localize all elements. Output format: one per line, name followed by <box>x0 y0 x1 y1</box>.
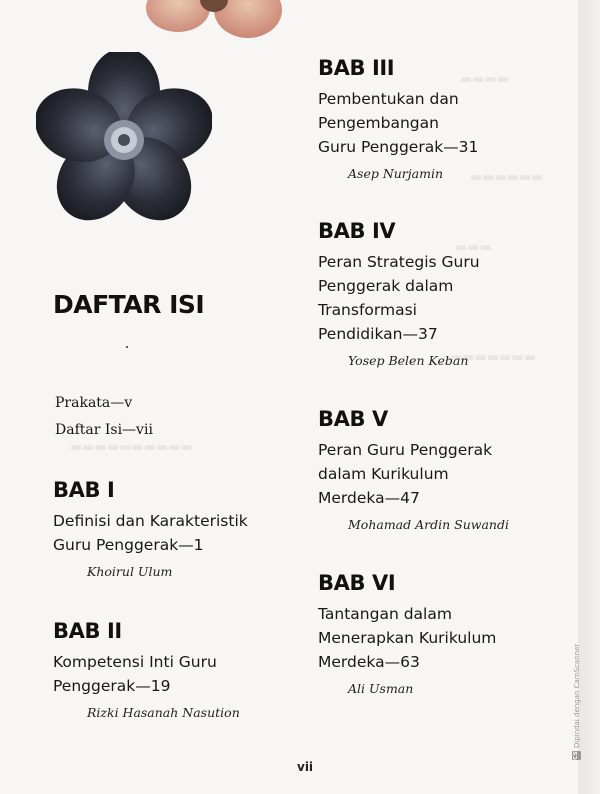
page-edge <box>578 0 600 794</box>
bleed-through: ▬▬▬ <box>455 240 492 255</box>
chapter-title-line: Merdeka—47 <box>318 489 420 507</box>
chapter-title-line: Pendidikan—37 <box>318 325 438 343</box>
dark-flower-icon <box>36 52 212 230</box>
toc-title: DAFTAR ISI <box>53 290 205 319</box>
chapter-heading: BAB IV <box>318 219 396 243</box>
chapter-title-line: Peran Strategis Guru <box>318 253 480 271</box>
chapter-title <box>318 438 509 510</box>
camscanner-logo-icon: CS <box>573 751 579 760</box>
chapter-title-line: Definisi dan Karakteristik <box>53 512 248 530</box>
scanner-watermark <box>572 644 581 760</box>
chapter-title-line: dalam Kurikulum <box>318 465 449 483</box>
chapter-heading: BAB II <box>53 619 122 643</box>
chapter-author: Asep Nurjamin <box>348 166 444 181</box>
chapter-heading: BAB III <box>318 56 395 80</box>
toc-entry-daftar-isi: Daftar Isi—vii <box>55 422 153 438</box>
chapter-entry <box>318 218 480 370</box>
chapter-title-line: Merdeka—63 <box>318 653 420 671</box>
chapter-title <box>318 602 496 674</box>
chapter-title <box>53 650 240 698</box>
chapter-title-line: Kompetensi Inti Guru <box>53 653 217 671</box>
chapter-heading: BAB VI <box>318 571 396 595</box>
chapter-title <box>318 250 480 346</box>
chapter-heading: BAB V <box>318 407 388 431</box>
chapter-title-line: Menerapkan Kurikulum <box>318 629 497 647</box>
chapter-title-line: Guru Penggerak—31 <box>318 138 479 156</box>
bleed-through: ▬▬▬▬ <box>460 72 510 87</box>
chapter-author: Ali Usman <box>348 681 414 696</box>
bleed-through: ▬▬▬▬▬▬▬ <box>450 350 536 365</box>
watermark-text: Dipindai dengan CamScanner <box>572 643 581 748</box>
chapter-entry <box>53 477 248 581</box>
chapter-entry <box>318 570 496 698</box>
chapter-title-line: Peran Guru Penggerak <box>318 441 493 459</box>
bleed-through: ▬▬▬▬▬▬ <box>470 170 544 185</box>
bleed-through: ▬▬▬▬▬▬▬▬▬▬ <box>70 440 193 455</box>
chapter-entry <box>318 406 509 534</box>
chapter-author: Yosep Belen Keban <box>348 353 469 368</box>
chapter-title-line: Tantangan dalam <box>318 605 452 623</box>
chapter-title-line: Pengembangan <box>318 114 439 132</box>
chapter-author: Mohamad Ardin Suwandi <box>348 517 509 532</box>
chapter-title-line: Pembentukan dan <box>318 90 459 108</box>
chapter-title-line: Guru Penggerak—1 <box>53 536 204 554</box>
chapter-title <box>318 87 478 159</box>
chapter-entry <box>318 55 478 183</box>
chapter-heading: BAB I <box>53 478 115 502</box>
page-number: vii <box>297 760 314 774</box>
toc-entry-prakata: Prakata—v <box>55 395 133 411</box>
pink-flower-icon <box>140 0 290 50</box>
chapter-author: Rizki Hasanah Nasution <box>87 705 240 720</box>
chapter-author: Khoirul Ulum <box>87 564 173 579</box>
chapter-title-line: Transformasi <box>318 301 417 319</box>
chapter-entry <box>53 618 240 722</box>
chapter-title-line: Penggerak—19 <box>53 677 171 695</box>
chapter-title <box>53 509 248 557</box>
dot-mark <box>126 346 128 348</box>
chapter-title-line: Penggerak dalam <box>318 277 454 295</box>
